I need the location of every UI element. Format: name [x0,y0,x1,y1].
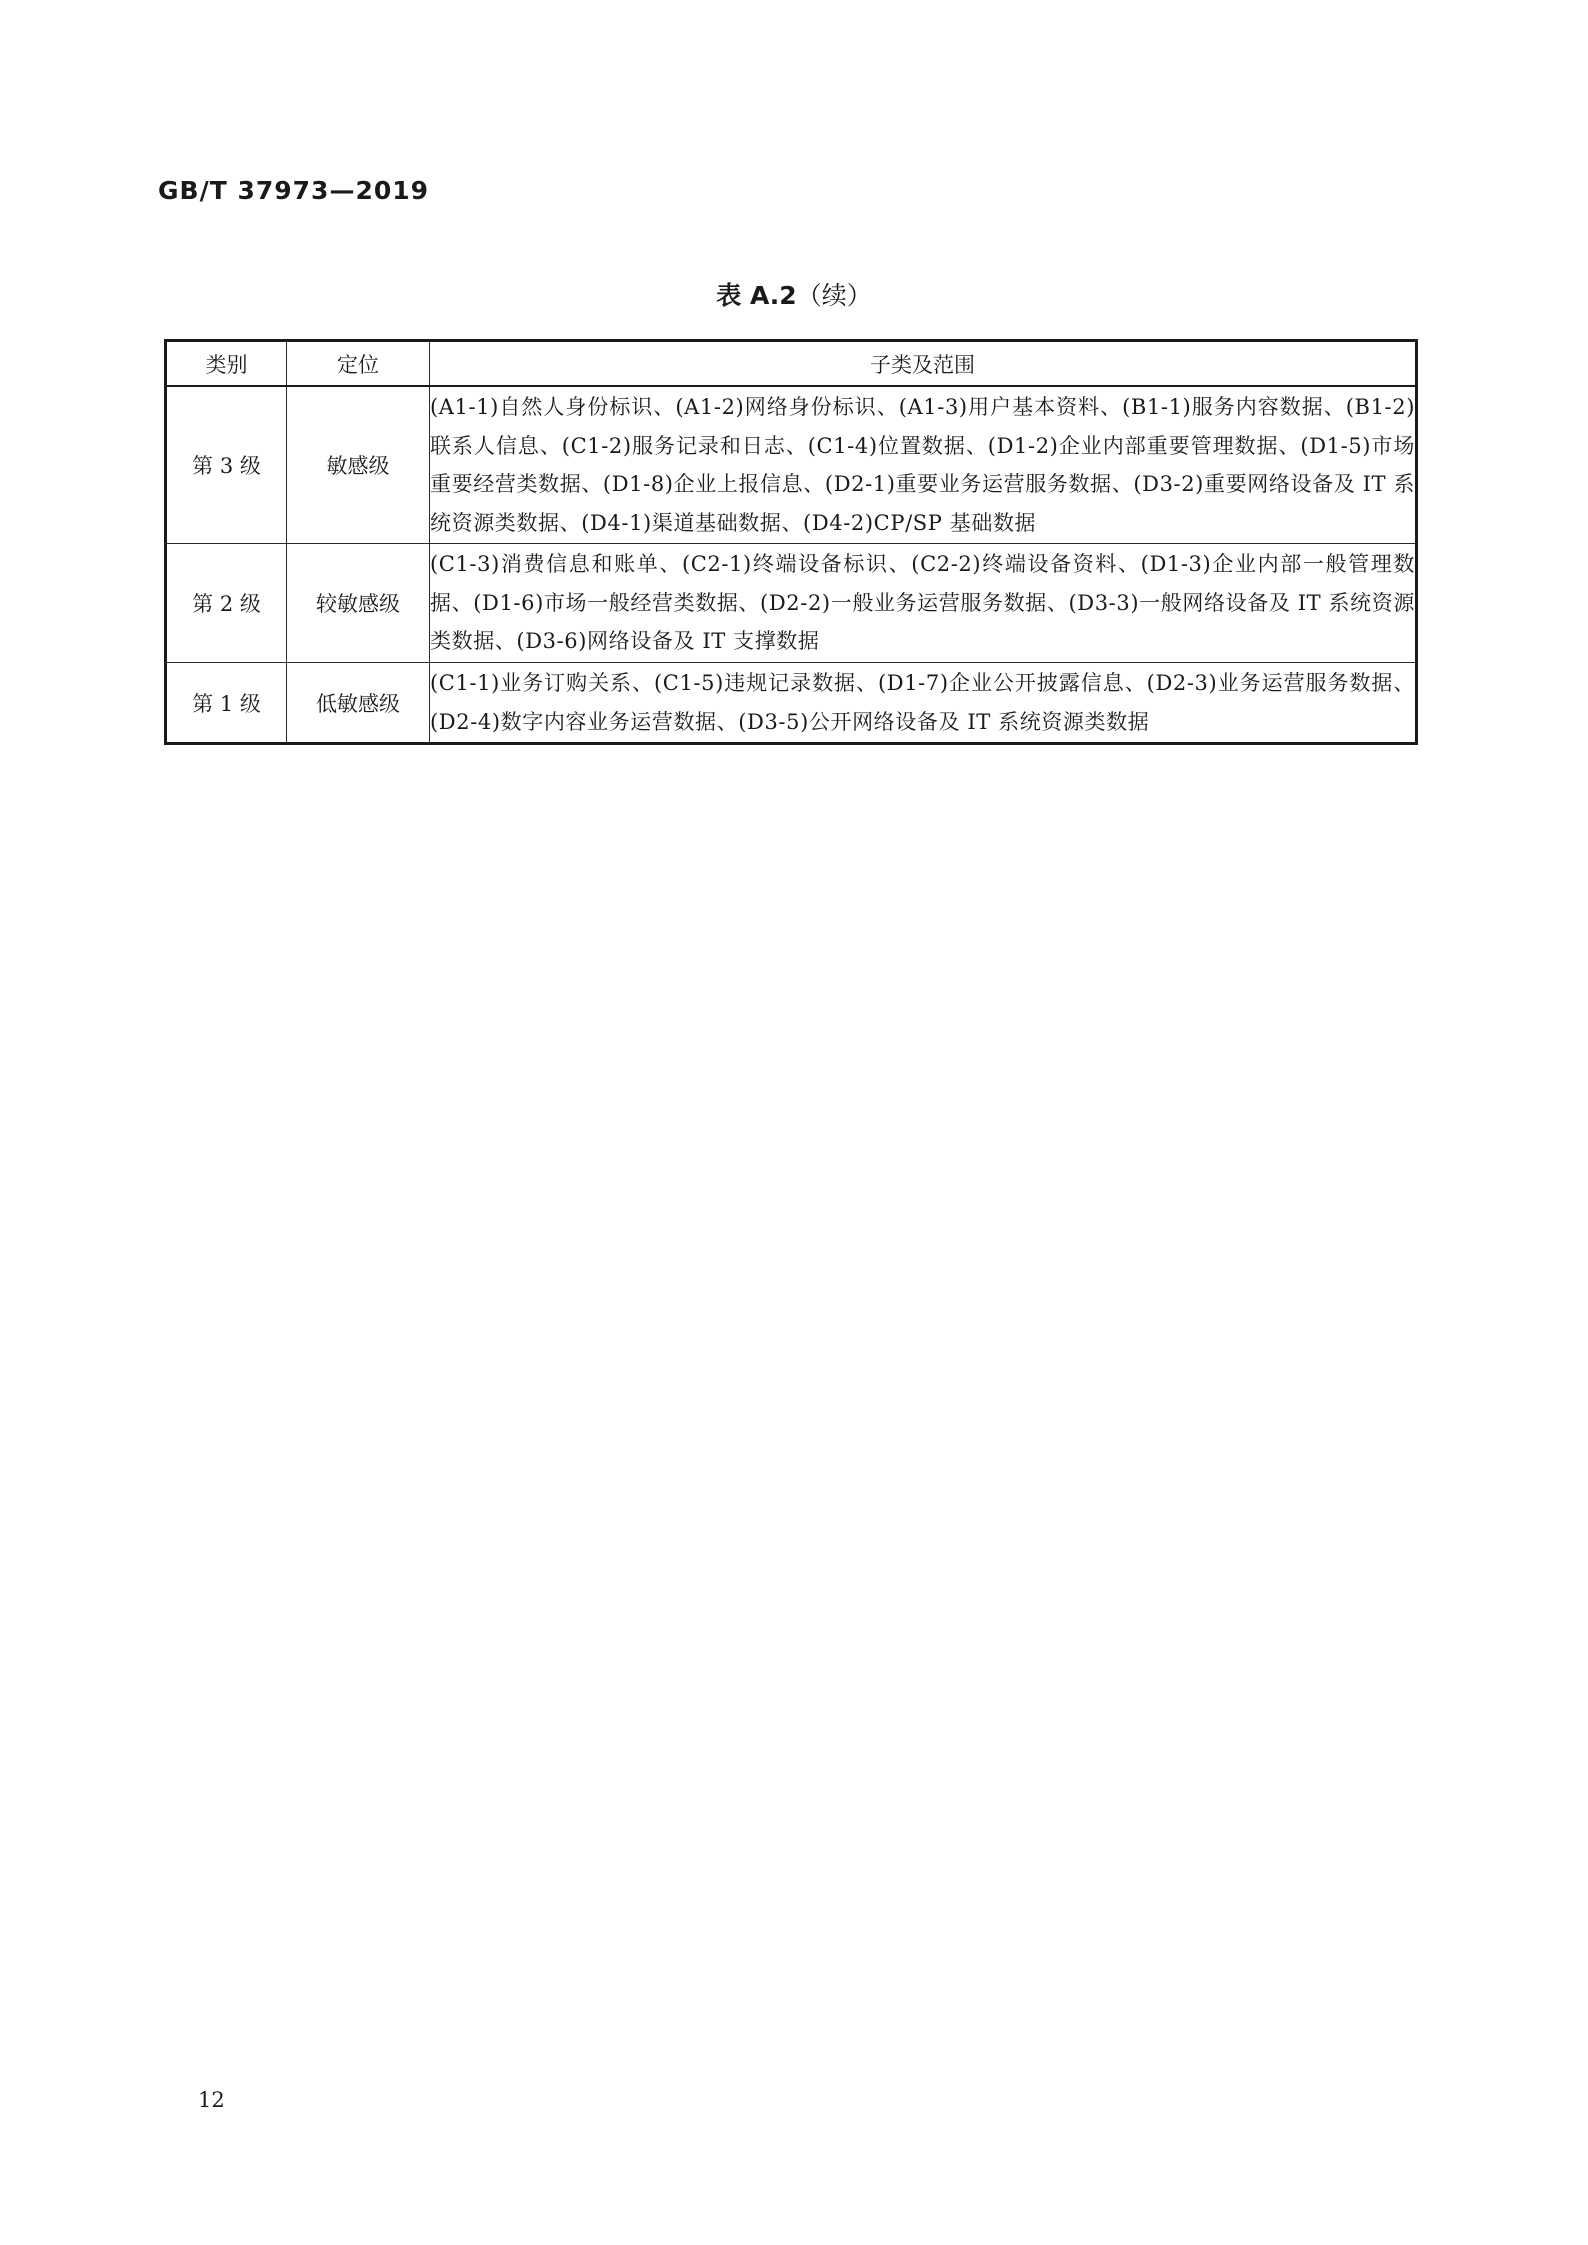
table-row [166,386,1417,544]
standard-number: GB/T 37973—2019 [158,176,430,205]
column-header-scope: 子类及范围 [430,341,1417,387]
table-caption-title: 表 A.2 [716,281,797,310]
page-number: 12 [198,2088,225,2112]
grade-position-cell: 较敏感级 [287,544,430,663]
grade-category-cell: 第 3 级 [166,386,287,544]
column-header-category: 类别 [166,341,287,387]
grade-position-cell: 低敏感级 [287,663,430,744]
grade-scope-cell: (A1-1)自然人身份标识、(A1-2)网络身份标识、(A1-3)用户基本资料、(B1-1)服务内容数据、(B1-2)联系人信息、(C1-2)服务记录和日志、(C1-4)位置数据、(D1-2)企业内部重要管理数据、(D1-5)市场重要经营类数据、(D1-8)企业上报信息、(D2-1)重要业务运营服务数据、(D3-2)重要网络设备及 IT 系统资源类数据、(D4-1)渠道基础数据、(D4-2)CP/SP 基础数据 [430,386,1417,544]
table-row [166,544,1417,663]
table-header-row [166,341,1417,387]
data-grade-table [164,339,1418,745]
table-caption-continued: （续） [796,281,872,310]
table-caption [0,276,1588,312]
grade-position-cell: 敏感级 [287,386,430,544]
column-header-position: 定位 [287,341,430,387]
grade-category-cell: 第 2 级 [166,544,287,663]
grade-category-cell: 第 1 级 [166,663,287,744]
table-row [166,663,1417,744]
grade-scope-cell: (C1-3)消费信息和账单、(C2-1)终端设备标识、(C2-2)终端设备资料、(D1-3)企业内部一般管理数据、(D1-6)市场一般经营类数据、(D2-2)一般业务运营服务数据、(D3-3)一般网络设备及 IT 系统资源类数据、(D3-6)网络设备及 IT 支撑数据 [430,544,1417,663]
grade-scope-cell: (C1-1)业务订购关系、(C1-5)违规记录数据、(D1-7)企业公开披露信息、(D2-3)业务运营服务数据、(D2-4)数字内容业务运营数据、(D3-5)公开网络设备及 IT 系统资源类数据 [430,663,1417,744]
